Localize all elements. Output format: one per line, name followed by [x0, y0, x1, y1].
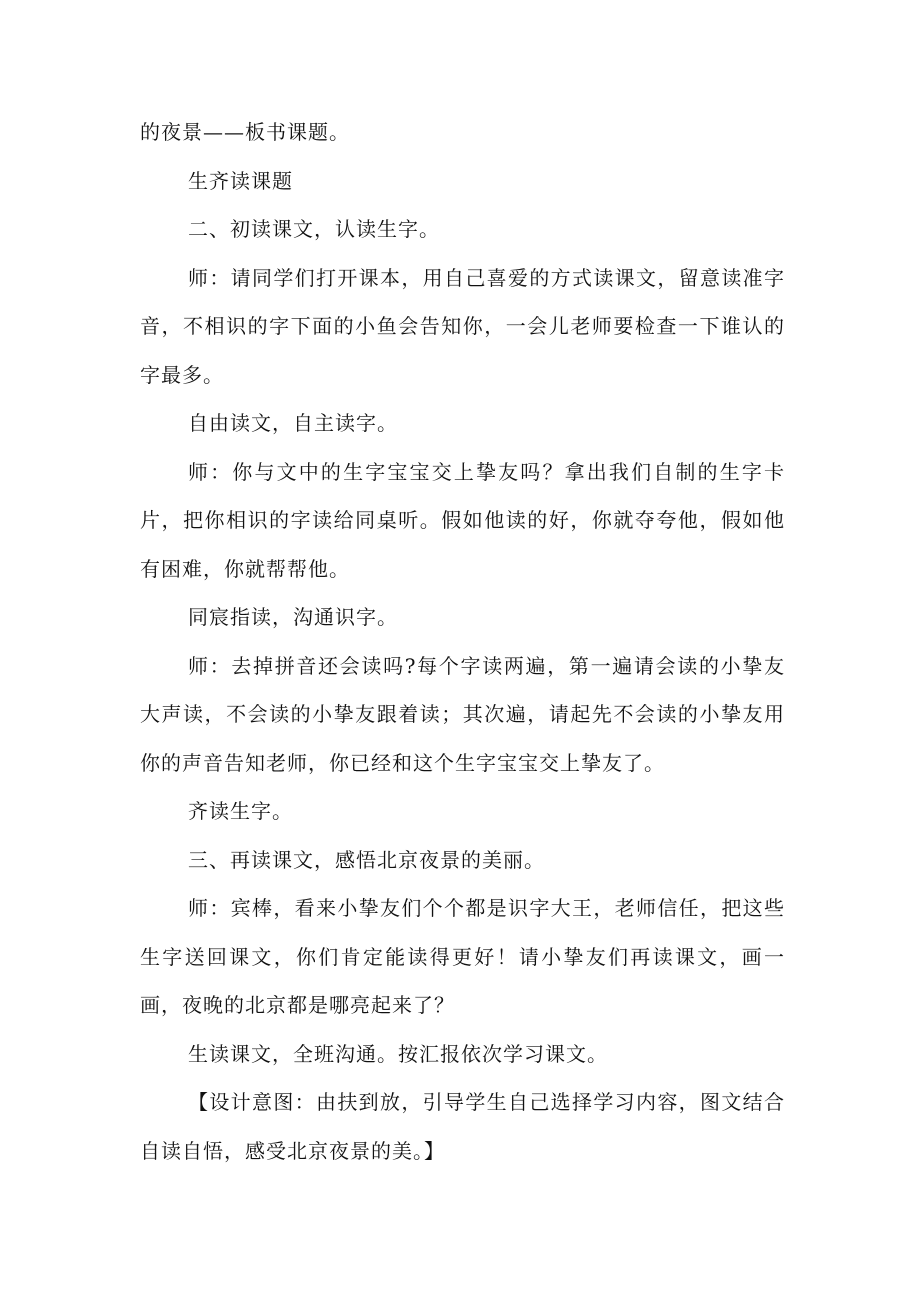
- paragraph-6: 师：你与文中的生字宝宝交上挚友吗？拿出我们自制的生字卡片，把你相识的字读给同桌听。假如他读的好，你就夺夸他，假如他有困难，你就帮帮他。: [140, 459, 785, 581]
- paragraph-4: 师：请同学们打开课本，用自己喜爱的方式读课文，留意读准字音，不相识的字下面的小鱼会告知你，一会儿老师要检查一下谁认的字最多。: [140, 265, 785, 387]
- paragraph-8: 师：去掉拼音还会读吗?每个字读两遍，第一遍请会读的小挚友大声读，不会读的小挚友跟着读；其次遍，请起先不会读的小挚友用你的声音告知老师，你已经和这个生字宝宝交上挚友了。: [140, 653, 785, 775]
- paragraph-3-heading: 二、初读课文，认读生字。: [188, 217, 440, 241]
- paragraph-2: 生齐读课题: [188, 168, 293, 193]
- document-body: [140, 108, 785, 1175]
- paragraph-7: 同宸指读，沟通识字。: [188, 605, 398, 629]
- paragraph-5: 自由读文，自主读字。: [188, 411, 398, 435]
- paragraph-13-design-note: 【设计意图：由扶到放，引导学生自己选择学习内容，图文结合自读自悟，感受北京夜景的美。】: [140, 1090, 785, 1163]
- paragraph-9: 齐读生字。: [188, 799, 293, 823]
- paragraph-1: 的夜景——板书课题。: [140, 120, 350, 144]
- paragraph-11: 师：宾棒，看来小挚友们个个都是识字大王，老师信任，把这些生字送回课文，你们肯定能读得更好！请小挚友们再读课文，画一画，夜晚的北京都是哪亮起来了？: [140, 896, 785, 1017]
- paragraph-12: 生读课文，全班沟通。按汇报依次学习课文。: [188, 1041, 608, 1066]
- paragraph-10-heading: 三、再读课文，感悟北京夜景的美丽。: [188, 847, 545, 872]
